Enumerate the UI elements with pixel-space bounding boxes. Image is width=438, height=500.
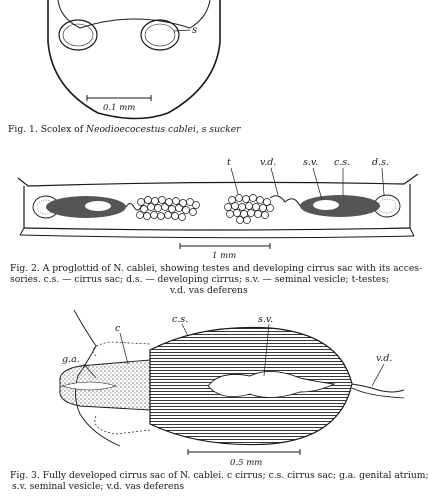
figure-2-proglottid xyxy=(0,150,438,310)
cirrus-sac-drawing xyxy=(0,306,438,472)
scolex-apex-line xyxy=(58,0,210,28)
label-ds: d.s. xyxy=(372,157,389,168)
fig3-caption-line-1: Fig. 3. Fully developed cirrus sac of N. cablei. c cirrus; c.s. cirrus sac; g.a. genital atrium; xyxy=(10,470,429,481)
right-cirrus-sac xyxy=(300,195,380,217)
fig2-caption xyxy=(10,263,430,296)
fig1-scale-label: 0.1 mm xyxy=(103,103,136,113)
scolex-drawing xyxy=(0,0,438,128)
vas-deferens xyxy=(270,196,300,206)
proglottid-drawing xyxy=(0,150,438,260)
label-t: t xyxy=(227,157,231,168)
label-cs: c.s. xyxy=(172,314,189,325)
left-seminal-vesicle xyxy=(85,201,111,211)
right-seminal-vesicle xyxy=(313,200,339,210)
fig1-caption xyxy=(8,124,428,135)
left-sucker xyxy=(59,20,97,50)
right-sucker xyxy=(141,20,179,50)
fig1-caption-suffix: s sucker xyxy=(201,124,241,135)
fig1-caption-prefix: Fig. 1. xyxy=(8,124,38,135)
fig2-caption-line-1: Fig. 2. A proglottid of N. cablei, showing testes and developing cirrus sac with its acces- xyxy=(10,263,423,274)
label-sv: s.v. xyxy=(258,314,274,325)
fig2-caption-line-2: sories. c.s. — cirrus sac; d.s. — developing cirrus; s.v. — seminal vesicle; t-testes; xyxy=(10,274,390,285)
fig3-scale-label: 0.5 mm xyxy=(230,458,263,468)
testes-right-cluster xyxy=(225,195,274,224)
proglottid-upper-border xyxy=(18,174,418,186)
fig2-caption-line-3: v.d. vas deferens xyxy=(170,285,248,296)
testes-left-cluster xyxy=(137,197,200,221)
label-vd: v.d. xyxy=(260,157,277,168)
label-cs: c.s. xyxy=(334,157,351,168)
fig2-scale-label: 1 mm xyxy=(212,251,237,260)
fig3-caption xyxy=(10,470,430,492)
scolex-outline xyxy=(48,0,220,119)
proglottid-lower-border xyxy=(24,228,410,230)
right-sucker-inner xyxy=(145,24,175,46)
label-sv: s.v. xyxy=(303,157,319,168)
figure-1-scolex xyxy=(0,0,438,135)
label-s: s xyxy=(192,25,198,36)
fig1-caption-text: Scolex of xyxy=(40,124,84,135)
fig1-caption-species: Neodioecocestus cablei, xyxy=(86,124,199,135)
label-c: c xyxy=(115,323,121,334)
fig3-caption-line-2: s.v. seminal vesicle; v.d. vas deferens xyxy=(12,481,185,492)
figure-3-cirrus-sac xyxy=(0,306,438,500)
sucker-leader xyxy=(174,30,190,31)
label-vd: v.d. xyxy=(376,353,393,364)
label-ga: g.a. xyxy=(62,354,80,365)
